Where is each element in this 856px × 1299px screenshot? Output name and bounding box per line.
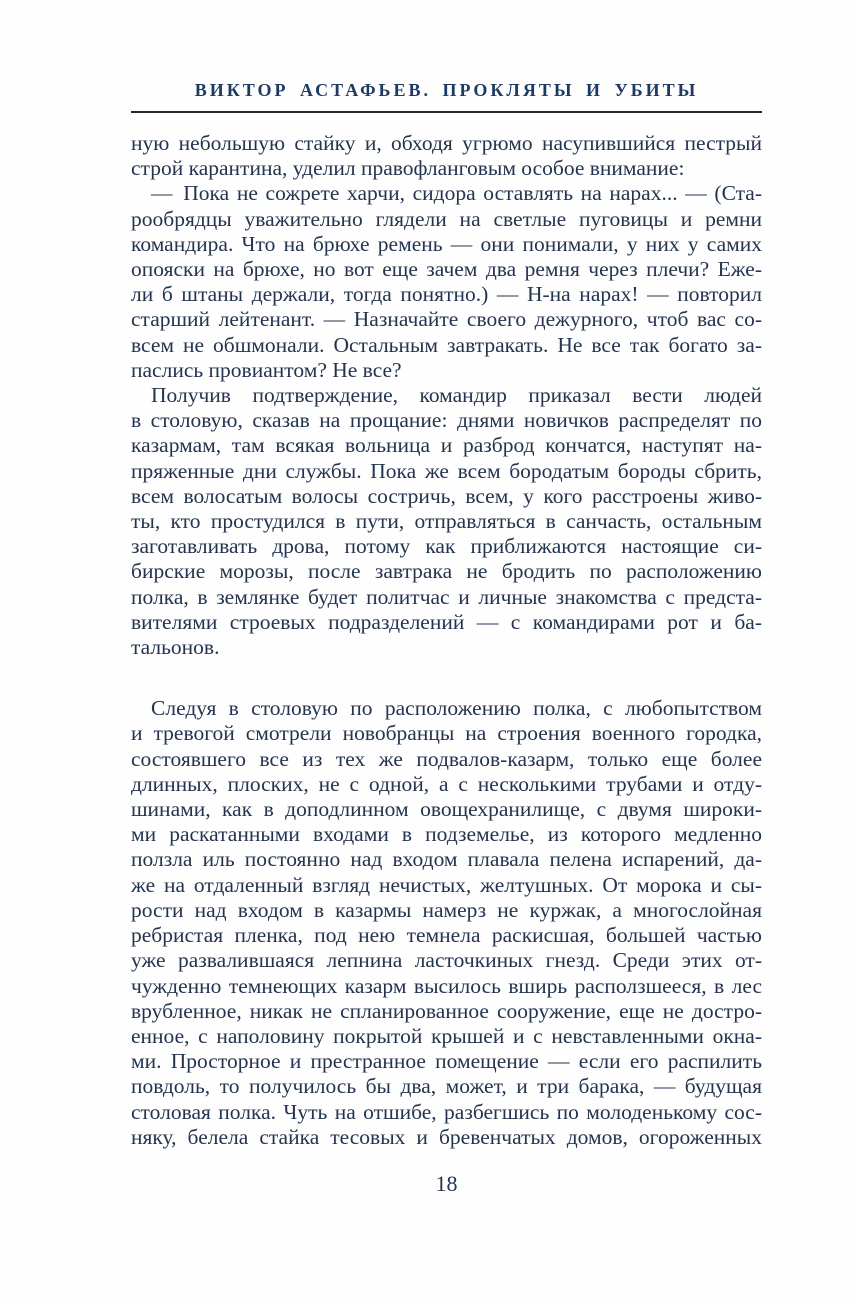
text-line: ную небольшую стайку и, обходя угрюмо насупившийся пестрый xyxy=(131,131,762,155)
text-block xyxy=(131,80,762,1196)
page-body xyxy=(131,131,762,1150)
text-line: же на отдаленный взгляд нечистых, желтушных. От морока и сы- xyxy=(131,872,762,897)
paragraph xyxy=(131,696,762,1150)
text-line: врубленное, никак не спланированное сооружение, еще не достро- xyxy=(131,998,762,1023)
text-line: повдоль, то получилось бы два, может, и три барака, — будущая xyxy=(131,1074,762,1099)
text-line: всем волосатым волосы состричь, всем, у кого расстроены живо- xyxy=(131,483,762,508)
text-line: командира. Что на брюхе ремень — они понимали, у них у самих xyxy=(131,231,762,256)
text-line: тальонов. xyxy=(131,635,220,660)
text-line: столовая полка. Чуть на отшибе, разбегшись по молоденькому сос- xyxy=(131,1099,762,1124)
text-line: ми раскатанными входами в подземелье, из которого медленно xyxy=(131,822,762,847)
text-line: уже развалившаяся лепнина ласточкиных гнезд. Среди этих от- xyxy=(131,948,762,973)
text-line: Следуя в столовую по расположению полка, с любопытством xyxy=(151,696,762,721)
text-line: ползла иль постоянно над входом плавала пелена испарений, да- xyxy=(131,847,762,872)
text-line: рообрядцы уважительно глядели на светлые пуговицы и ремни xyxy=(131,206,762,231)
text-line: ми. Просторное и престранное помещение — если его распилить xyxy=(131,1049,762,1074)
text-line: шинами, как в доподлинном овощехранилище, с двумя широки- xyxy=(131,797,762,822)
text-line: старший лейтенант. — Назначайте своего дежурного, чтоб вас со- xyxy=(131,307,762,332)
paragraph xyxy=(131,131,762,181)
text-line: енное, с наполовину покрытой крышей и с невставленными окна- xyxy=(131,1023,762,1048)
text-line: паслись провиантом? Не все? xyxy=(131,357,402,382)
text-line: пряженные дни службы. Пока же всем бородатым бороды сбрить, xyxy=(131,458,762,483)
text-line: казармам, там всякая вольница и разброд кончатся, наступят на- xyxy=(131,433,762,458)
text-line: ребристая пленка, под нею темнела раскисшая, большей частью xyxy=(131,923,762,948)
text-line: вителями строевых подразделений — с командирами рот и ба- xyxy=(131,609,762,634)
text-line: строй карантина, уделил правофланговым особое внимание: xyxy=(131,156,685,181)
text-line: состоявшего все из тех же подвалов-казарм, только еще более xyxy=(131,746,762,771)
text-line: ли б штаны держали, тогда понятно.) — Н-на нарах! — повторил xyxy=(131,282,762,307)
text-line: всем не обшмонали. Остальным завтракать. Не все так богато за- xyxy=(131,332,762,357)
text-line: заготавливать дрова, потому как приближаются настоящие си- xyxy=(131,534,762,559)
running-header-title: ВИКТОР АСТАФЬЕВ. ПРОКЛЯТЫ И УБИТЫ xyxy=(194,80,699,100)
text-line: чужденно темнеющих казарм высилось вширь расползшееся, в лес xyxy=(131,973,762,998)
text-line: опояски на брюхе, но вот еще зачем два ремня через плечи? Еже- xyxy=(131,257,762,282)
paragraph xyxy=(131,181,762,383)
text-line: рости над входом в казармы намерз не куржак, а многослойная xyxy=(131,897,762,922)
text-line: ты, кто простудился в пути, отправляться в санчасть, остальным xyxy=(131,509,762,534)
text-line: бирские морозы, после завтрака не бродить по расположению xyxy=(131,559,762,584)
page-number: 18 xyxy=(435,1170,458,1196)
text-line: полка, в землянке будет политчас и личные знакомства с предста- xyxy=(131,584,762,609)
paragraph xyxy=(131,383,762,660)
text-line: няку, белела стайка тесовых и бревенчатых домов, огороженных xyxy=(131,1124,762,1149)
text-line: в столовую, сказав на прощание: днями новичков распределят по xyxy=(131,408,762,433)
text-line: и тревогой смотрели новобранцы на строения военного городка, xyxy=(131,721,762,746)
text-line: длинных, плоских, не с одной, а с несколькими трубами и отду- xyxy=(131,771,762,796)
text-line: — Пока не сожрете харчи, сидора оставлять на нарах... — (Ста- xyxy=(151,181,762,206)
header-rule xyxy=(131,111,762,113)
text-line: Получив подтверждение, командир приказал вести людей xyxy=(151,383,762,408)
